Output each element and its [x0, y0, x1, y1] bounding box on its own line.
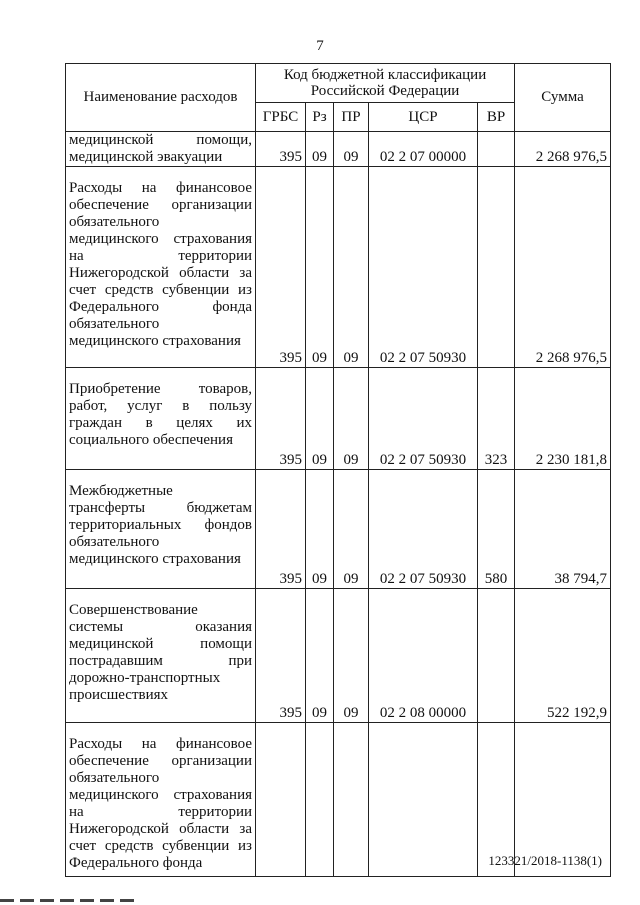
header-grbs: ГРБС	[256, 103, 306, 132]
row-vr	[478, 132, 515, 167]
row-name: Расходы на финансовое обеспечение организации обязательного медицинского страхования на территории Нижегородской области за счет средств субвенции из Федерального фонда обязательного медицинского страхования	[66, 167, 256, 368]
row-sum: 2 268 976,5	[515, 132, 611, 167]
row-pr: 09	[334, 167, 369, 368]
row-grbs: 395	[256, 167, 306, 368]
row-grbs: 395	[256, 470, 306, 589]
row-sum: 2 230 181,8	[515, 368, 611, 470]
row-name: медицинской помощи, медицинской эвакуации	[66, 132, 256, 167]
table-row	[66, 132, 611, 167]
row-pr: 09	[334, 470, 369, 589]
row-name: Приобретение товаров, работ, услуг в пользу граждан в целях их социального обеспечения	[66, 368, 256, 470]
table-row	[66, 589, 611, 723]
row-name: Совершенствование системы оказания медицинской помощи пострадавшим при дорожно-транспортных происшествиях	[66, 589, 256, 723]
header-pr: ПР	[334, 103, 369, 132]
row-rz: 09	[306, 368, 334, 470]
row-rz: 09	[306, 167, 334, 368]
row-name: Расходы на финансовое обеспечение организации обязательного медицинского страхования на территории Нижегородской области за счет средств субвенции из Федерального фонда	[66, 723, 256, 877]
header-code-group: Код бюджетной классификации Российской Федерации	[256, 64, 515, 103]
page-number: 7	[316, 38, 324, 54]
row-pr	[334, 723, 369, 877]
row-rz	[306, 723, 334, 877]
row-rz: 09	[306, 589, 334, 723]
row-csr	[369, 723, 478, 877]
row-rz: 09	[306, 470, 334, 589]
row-csr: 02 2 07 50930	[369, 368, 478, 470]
row-pr: 09	[334, 368, 369, 470]
row-grbs	[256, 723, 306, 877]
row-rz: 09	[306, 132, 334, 167]
row-vr: 580	[478, 470, 515, 589]
row-grbs: 395	[256, 589, 306, 723]
table-row	[66, 167, 611, 368]
row-name: Межбюджетные трансферты бюджетам территориальных фондов обязательного медицинского страхования	[66, 470, 256, 589]
header-rz: Рз	[306, 103, 334, 132]
table-row	[66, 368, 611, 470]
row-pr: 09	[334, 589, 369, 723]
table-row	[66, 470, 611, 589]
row-sum: 2 268 976,5	[515, 167, 611, 368]
row-grbs: 395	[256, 368, 306, 470]
row-vr	[478, 589, 515, 723]
header-csr: ЦСР	[369, 103, 478, 132]
scan-edge-mark	[0, 899, 140, 902]
row-csr: 02 2 07 50930	[369, 470, 478, 589]
row-grbs: 395	[256, 132, 306, 167]
row-csr: 02 2 07 50930	[369, 167, 478, 368]
row-sum: 38 794,7	[515, 470, 611, 589]
row-vr	[478, 167, 515, 368]
header-sum: Сумма	[515, 64, 611, 132]
header-name: Наименование расходов	[66, 64, 256, 132]
row-vr: 323	[478, 368, 515, 470]
header-vr: ВР	[478, 103, 515, 132]
budget-table	[65, 63, 611, 877]
row-sum: 522 192,9	[515, 589, 611, 723]
row-pr: 09	[334, 132, 369, 167]
row-csr: 02 2 07 00000	[369, 132, 478, 167]
row-csr: 02 2 08 00000	[369, 589, 478, 723]
document-id: 123321/2018-1138(1)	[488, 853, 602, 868]
